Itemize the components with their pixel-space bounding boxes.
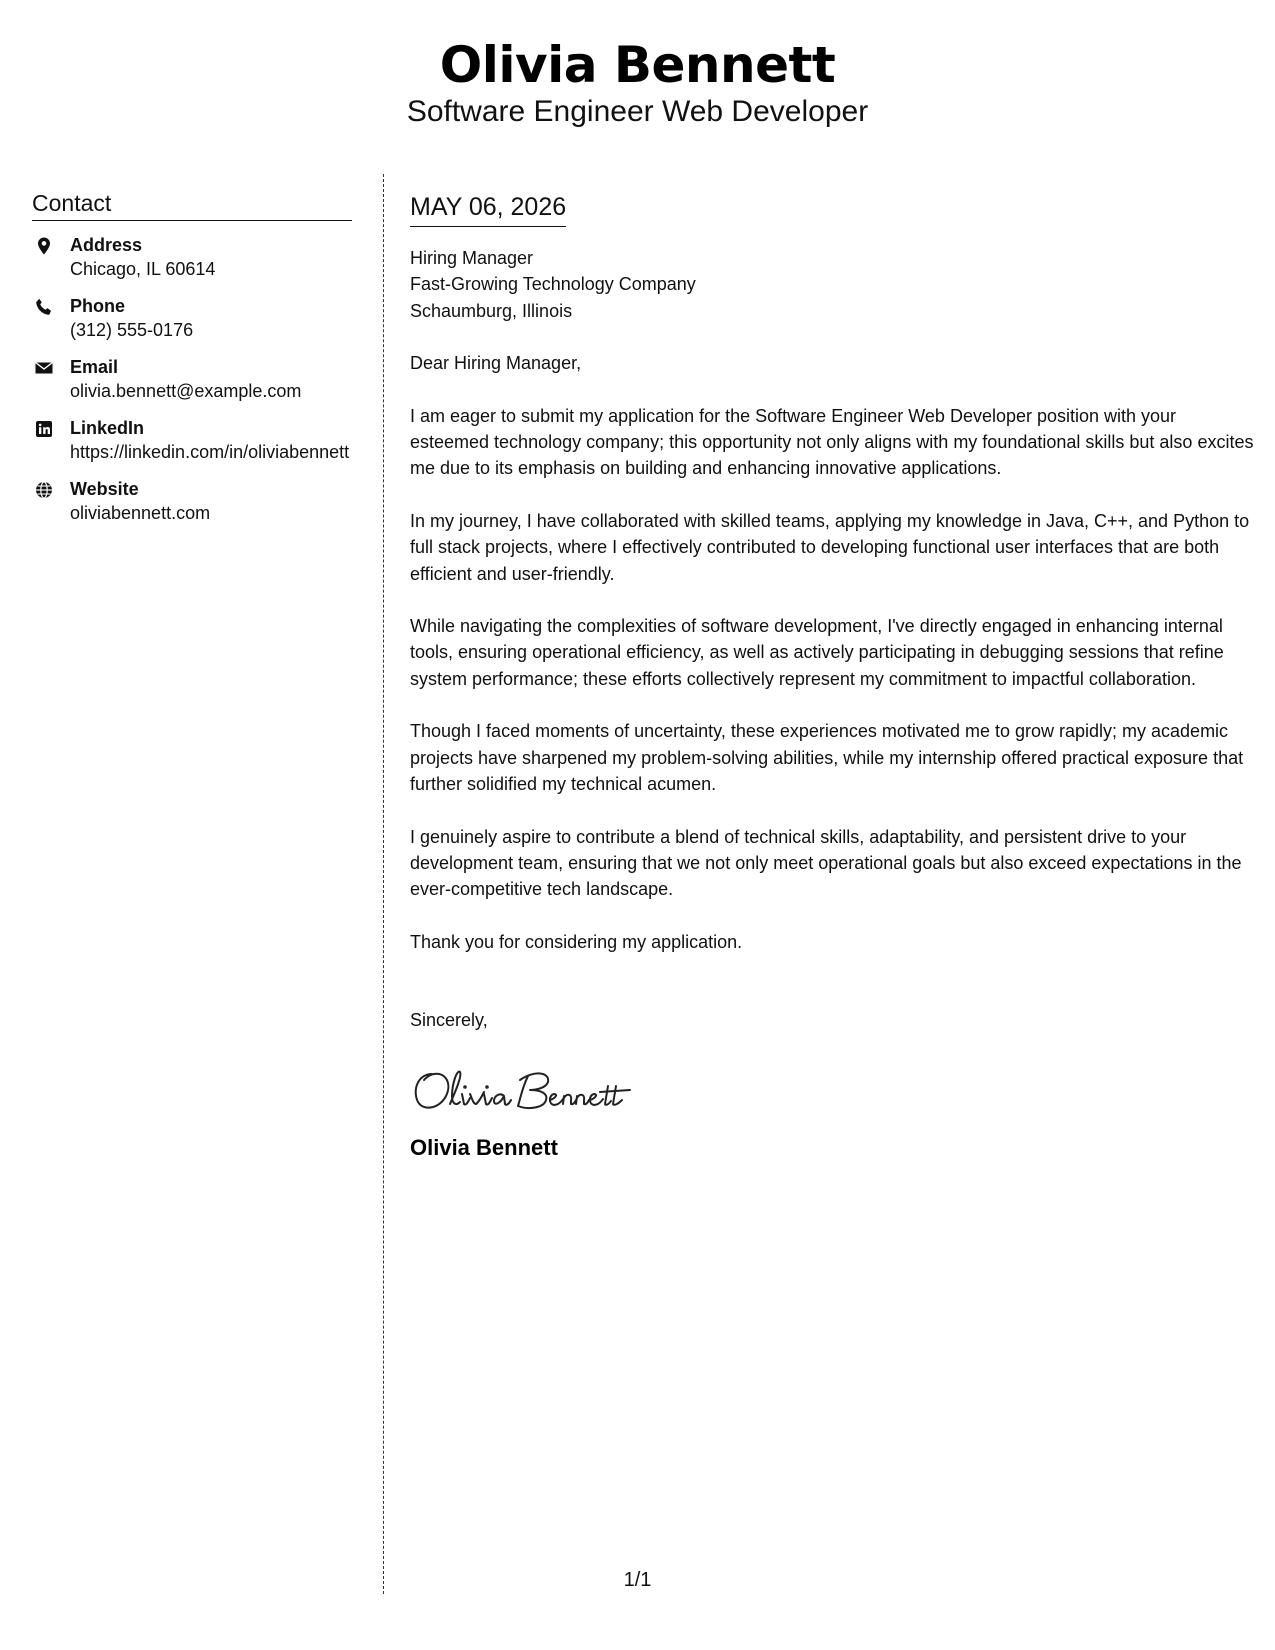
recipient-block xyxy=(410,245,1255,324)
letter-paragraph: Thank you for considering my application. xyxy=(410,931,743,952)
letter-paragraph: Though I faced moments of uncertainty, these experiences motivated me to grow rapidly; my academic projects have sharpened my problem-solving abilities, while my internship offered practical exposure that further solidified my technical acumen. xyxy=(410,721,1244,795)
recipient-line: Schaumburg, Illinois xyxy=(410,300,573,321)
contact-label-linkedin: LinkedIn xyxy=(70,418,145,438)
letter-paragraph: I am eager to submit my application for the Software Engineer Web Developer position with your esteemed technology company; this opportunity not only aligns with my foundational skills but also excites me due to its emphasis on building and enhancing innovative applications. xyxy=(410,405,1254,479)
applicant-name: Olivia Bennett xyxy=(439,36,836,94)
letter-paragraph: While navigating the complexities of software development, I've directly engaged in enhancing internal tools, ensuring operational efficiency, as well as actively participating in debugging sessions that refine system performance; these efforts collectively represent my commitment to impactful collaboration. xyxy=(410,616,1224,689)
contact-item-linkedin xyxy=(32,416,352,465)
applicant-title: Software Engineer Web Developer xyxy=(406,95,869,128)
globe-icon xyxy=(34,480,54,500)
contact-value-address: Chicago, IL 60614 xyxy=(70,259,216,279)
contact-item-website xyxy=(32,477,352,526)
column-divider xyxy=(383,174,384,1594)
contact-heading: Contact xyxy=(32,188,352,221)
contact-item-address xyxy=(32,233,352,282)
contact-label-email: Email xyxy=(70,357,119,377)
letter-body xyxy=(410,190,1255,1162)
contact-label-website: Website xyxy=(70,479,139,499)
contact-value-email[interactable]: olivia.bennett@example.com xyxy=(70,381,302,401)
recipient-line: Hiring Manager xyxy=(410,248,534,268)
document-header xyxy=(0,34,1275,130)
linkedin-icon xyxy=(34,419,54,439)
envelope-icon xyxy=(34,358,54,378)
contact-label-address: Address xyxy=(70,235,143,255)
signed-name: Olivia Bennett xyxy=(410,1134,558,1160)
signature-graphic xyxy=(410,1060,650,1120)
letter-paragraph: In my journey, I have collaborated with skilled teams, applying my knowledge in Java, C++, and Python to full stack projects, where I effectively contributed to developing functional user interfaces that are both efficient and user-friendly. xyxy=(410,510,1250,584)
contact-label-phone: Phone xyxy=(70,296,126,316)
contact-item-email xyxy=(32,355,352,404)
contact-value-linkedin[interactable]: https://linkedin.com/in/oliviabennett xyxy=(70,442,350,462)
contact-value-website[interactable]: oliviabennett.com xyxy=(70,503,211,523)
contact-sidebar xyxy=(32,188,352,526)
contact-value-phone: (312) 555-0176 xyxy=(70,320,194,340)
phone-icon xyxy=(34,297,54,317)
letter-date: MAY 06, 2026 xyxy=(410,190,566,227)
map-marker-icon xyxy=(34,236,54,256)
handwritten-signature xyxy=(410,1060,1255,1120)
contact-item-phone xyxy=(32,294,352,343)
salutation: Dear Hiring Manager, xyxy=(410,353,582,374)
recipient-line: Fast-Growing Technology Company xyxy=(410,274,696,295)
letter-paragraph: I genuinely aspire to contribute a blend of technical skills, adaptability, and persistent drive to your development team, ensuring that we not only meet operational goals but also exceed expectations in the ever-competitive tech landscape. xyxy=(410,826,1242,900)
closing: Sincerely, xyxy=(410,1010,488,1031)
page-number: 1/1 xyxy=(623,1569,652,1591)
